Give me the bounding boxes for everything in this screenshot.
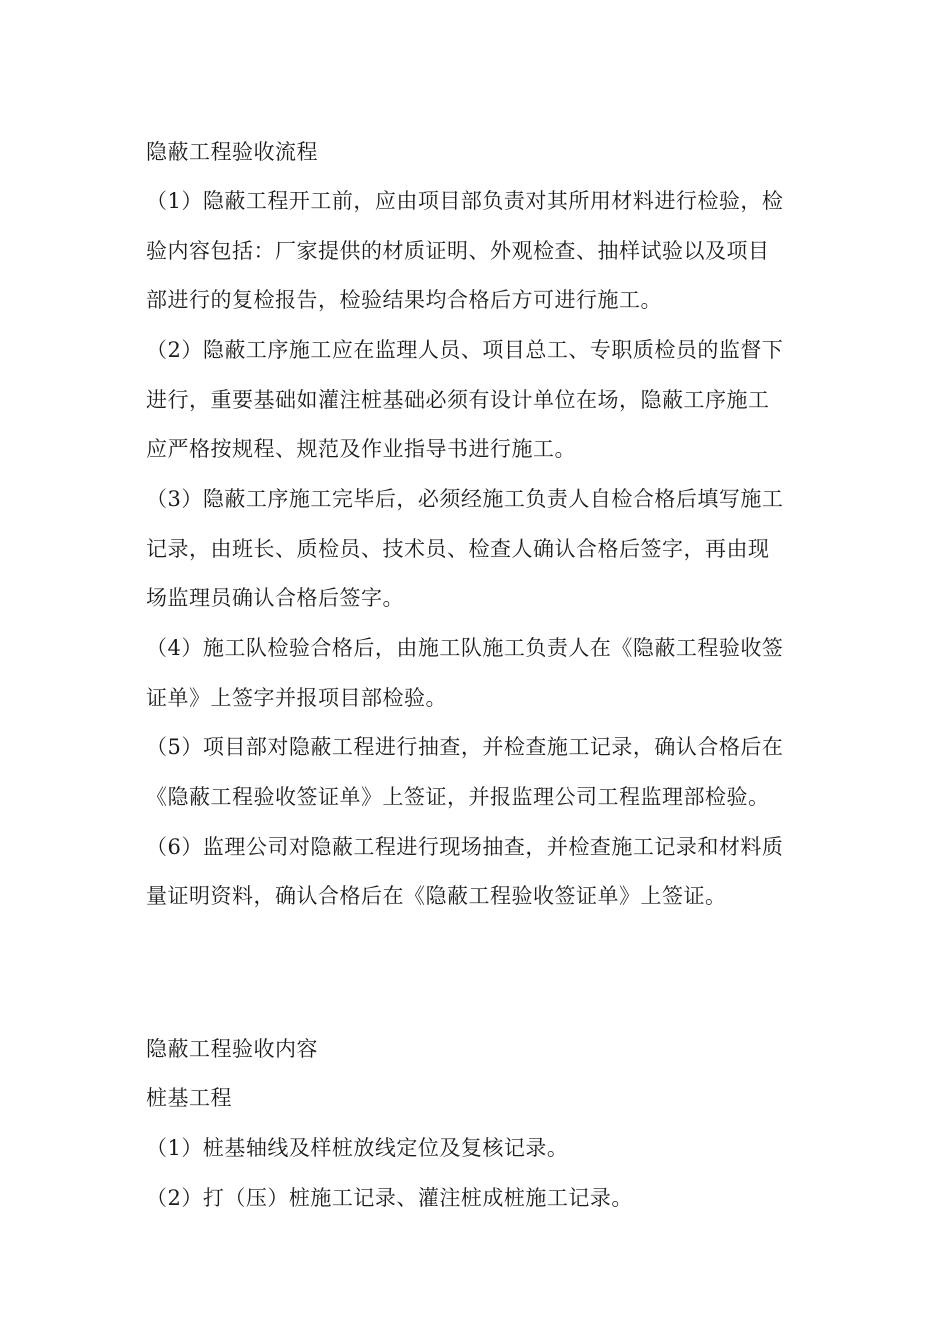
process-item-2-line-1: （2）隐蔽工序施工应在监理人员、项目总工、专职质检员的监督下 bbox=[146, 338, 784, 362]
subsection-title-pile-foundation: 桩基工程 bbox=[146, 1086, 232, 1110]
process-item-3-line-1: （3）隐蔽工序施工完毕后，必须经施工负责人自检合格后填写施工 bbox=[146, 487, 784, 511]
process-item-2-line-3: 应严格按规程、规范及作业指导书进行施工。 bbox=[146, 437, 576, 461]
process-item-6-line-2: 量证明资料，确认合格后在《隐蔽工程验收签证单》上签证。 bbox=[146, 884, 727, 908]
process-item-6-line-1: （6）监理公司对隐蔽工程进行现场抽查，并检查施工记录和材料质 bbox=[146, 835, 784, 859]
process-item-2-line-2: 进行，重要基础如灌注桩基础必须有设计单位在场，隐蔽工序施工 bbox=[146, 388, 770, 412]
process-item-1-line-2: 验内容包括：厂家提供的材质证明、外观检查、抽样试验以及项目 bbox=[146, 239, 770, 263]
process-item-3-line-3: 场监理员确认合格后签字。 bbox=[146, 586, 404, 610]
content-item-1: （1）桩基轴线及样桩放线定位及复核记录。 bbox=[146, 1136, 569, 1160]
process-item-5-line-2: 《隐蔽工程验收签证单》上签证，并报监理公司工程监理部检验。 bbox=[146, 785, 770, 809]
process-item-1-line-3: 部进行的复检报告，检验结果均合格后方可进行施工。 bbox=[146, 288, 662, 312]
process-item-1-line-1: （1）隐蔽工程开工前，应由项目部负责对其所用材料进行检验，检 bbox=[146, 189, 784, 213]
section-title-process: 隐蔽工程验收流程 bbox=[146, 140, 318, 164]
process-item-4-line-2: 证单》上签字并报项目部检验。 bbox=[146, 686, 447, 710]
content-item-2: （2）打（压）桩施工记录、灌注桩成桩施工记录。 bbox=[146, 1186, 633, 1210]
process-item-5-line-1: （5）项目部对隐蔽工程进行抽查，并检查施工记录，确认合格后在 bbox=[146, 735, 784, 759]
section-title-content: 隐蔽工程验收内容 bbox=[146, 1037, 318, 1061]
process-item-4-line-1: （4）施工队检验合格后，由施工队施工负责人在《隐蔽工程验收签 bbox=[146, 636, 784, 660]
process-item-3-line-2: 记录，由班长、质检员、技术员、检查人确认合格后签字，再由现 bbox=[146, 537, 770, 561]
